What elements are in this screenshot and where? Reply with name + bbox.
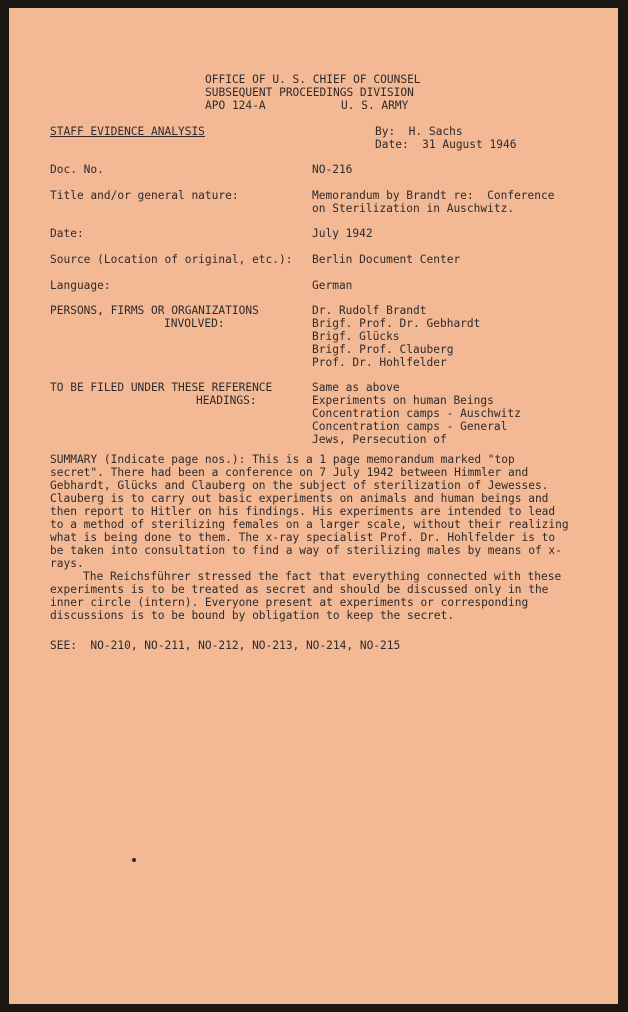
date-label: Date: <box>50 227 84 240</box>
analyst-name: By: H. Sachs <box>375 125 463 138</box>
reference-label-line-2: HEADINGS: <box>196 394 257 407</box>
reference-label-line-1: TO BE FILED UNDER THESE REFERENCE <box>50 381 273 394</box>
person-4: Brigf. Prof. Clauberg <box>312 343 454 356</box>
document-title: STAFF EVIDENCE ANALYSIS <box>50 125 205 138</box>
source-label: Source (Location of original, etc.): <box>50 253 293 266</box>
see-also: SEE: NO-210, NO-211, NO-212, NO-213, NO-214, NO-215 <box>50 639 401 652</box>
person-2: Brigf. Prof. Dr. Gebhardt <box>312 317 481 330</box>
header-office: OFFICE OF U. S. CHIEF OF COUNSEL <box>205 73 421 86</box>
reference-3: Concentration camps - Auschwitz <box>312 407 521 420</box>
person-3: Brigf. Glücks <box>312 330 400 343</box>
doc-no-value: NO-216 <box>312 163 353 176</box>
header-division: SUBSEQUENT PROCEEDINGS DIVISION <box>205 86 414 99</box>
header-apo: APO 124-A <box>205 99 266 112</box>
source-value: Berlin Document Center <box>312 253 461 266</box>
doc-no-label: Doc. No. <box>50 163 104 176</box>
reference-1: Same as above <box>312 381 400 394</box>
person-1: Dr. Rudolf Brandt <box>312 304 427 317</box>
persons-label-line-1: PERSONS, FIRMS OR ORGANIZATIONS <box>50 304 259 317</box>
title-nature-line-2: on Sterilization in Auschwitz. <box>312 202 515 215</box>
document-page <box>9 8 618 1004</box>
summary-paragraph: SUMMARY (Indicate page nos.): This is a 1 page memorandum marked "top secret". There had been a conference on 7 July 1942 between Himmler and Gebhardt, Glücks and Clauberg on the subject of sterilization of Jewesses. Clauberg is to carry out basic experiments on animals and human beings and then report to Hitler on his findings. His experiments are intended to lead to a method of sterilizing females on a larger scale, without their realizing what is being done to them. The x-ray specialist Prof. Dr. Hohlfelder is to be taken into consultation to find a way of sterilizing males by means of x-rays. <box>50 453 569 570</box>
summary-paragraph-2: The Reichsführer stressed the fact that everything connected with these experiments is to be treated as secret and should be discussed only in the inner circle (intern). Everyone present at experiments or corresponding discussions is to be bound by obligation to keep the secret. <box>50 570 562 622</box>
language-value: German <box>312 279 353 292</box>
title-nature-line-1: Memorandum by Brandt re: Conference <box>312 189 555 202</box>
reference-4: Concentration camps - General <box>312 420 508 433</box>
date-value: July 1942 <box>312 227 373 240</box>
persons-label-line-2: INVOLVED: <box>164 317 225 330</box>
header-army: U. S. ARMY <box>341 99 409 112</box>
reference-2: Experiments on human Beings <box>312 394 494 407</box>
language-label: Language: <box>50 279 111 292</box>
person-5: Prof. Dr. Hohlfelder <box>312 356 447 369</box>
analysis-date: Date: 31 August 1946 <box>375 138 517 151</box>
reference-5: Jews, Persecution of <box>312 433 447 446</box>
title-nature-label: Title and/or general nature: <box>50 189 239 202</box>
ink-mark <box>132 858 136 862</box>
